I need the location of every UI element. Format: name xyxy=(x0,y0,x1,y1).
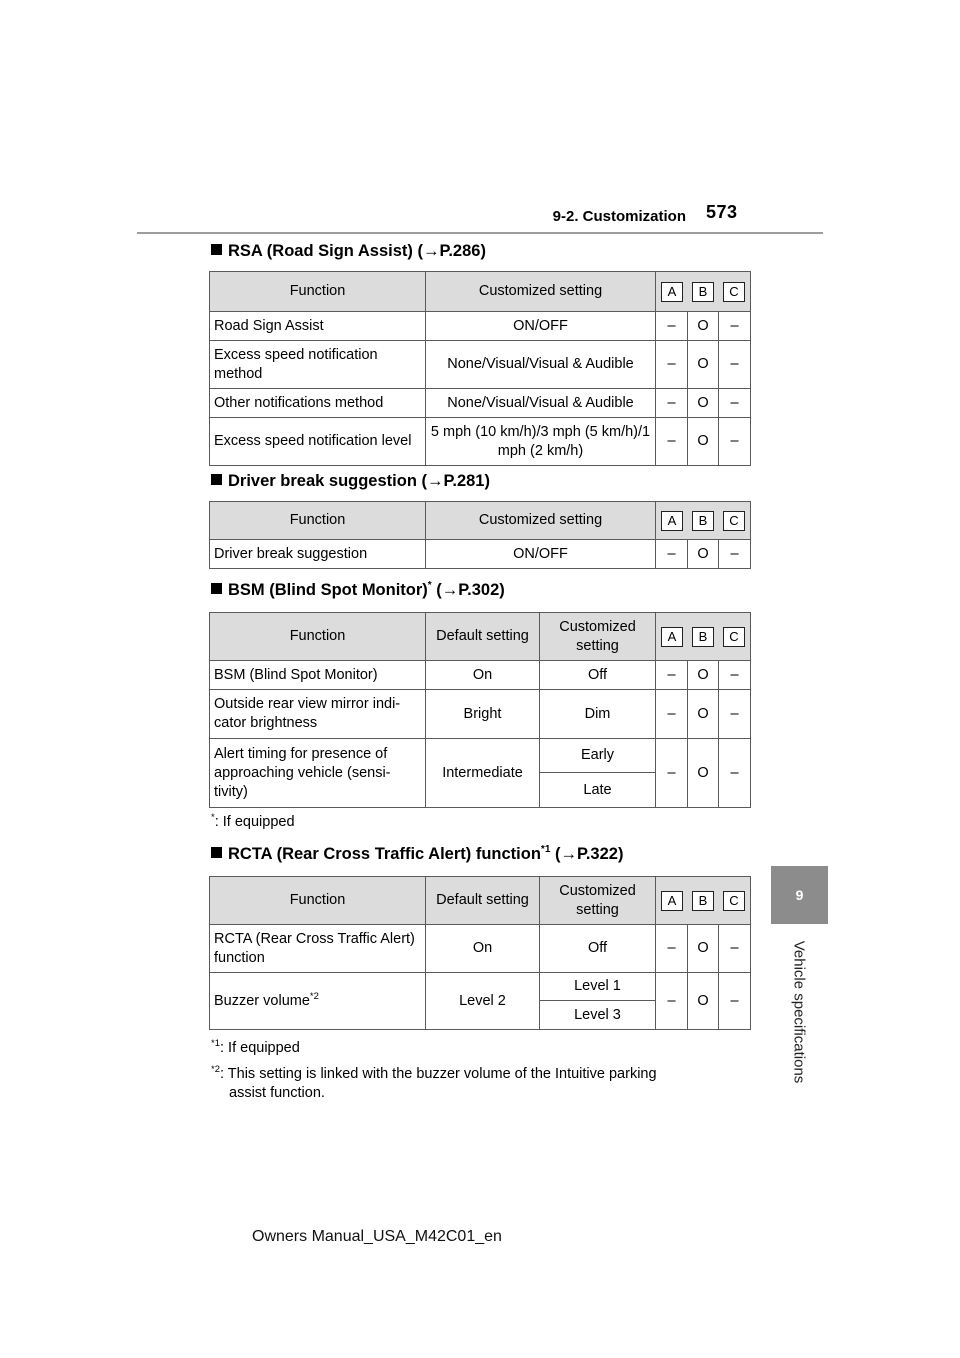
box-b-icon: B xyxy=(692,511,714,531)
box-b-icon: B xyxy=(692,282,714,302)
section-heading-rcta: RCTA (Rear Cross Traffic Alert) function$^{*1}$ (→P.322) xyxy=(211,845,623,864)
column-header-customized: Customized setting xyxy=(426,502,656,540)
column-header-customized: Customized setting xyxy=(540,613,656,661)
square-bullet-icon xyxy=(211,474,222,485)
chapter-tab[interactable] xyxy=(771,866,828,924)
abc-header xyxy=(656,272,751,312)
footnote-1: $^{*1}$: If equipped xyxy=(211,1038,300,1056)
abc-header xyxy=(656,502,751,540)
box-a-icon: A xyxy=(661,282,683,302)
section-heading-bsm: BSM (Blind Spot Monitor)* (→P.302) xyxy=(211,581,505,600)
table-row: BSM (Blind Spot Monitor) On Off – O – xyxy=(210,661,751,690)
box-a-icon: A xyxy=(661,891,683,911)
table-row: Alert timing for presence of approaching vehicle (sensi- tivity) Intermediate Early – O – xyxy=(210,739,751,773)
abc-header xyxy=(656,877,751,925)
box-c-icon: C xyxy=(723,282,745,302)
table-row: Outside rear view mirror indi- cator brightness Bright Dim – O – xyxy=(210,690,751,739)
square-bullet-icon xyxy=(211,847,222,858)
chapter-number: 9 xyxy=(795,887,804,903)
table-row: Excess speed notification method None/Visual/Visual & Audible – O – xyxy=(210,341,751,389)
section-title: 9-2. Customization xyxy=(552,208,686,225)
table-header-row xyxy=(210,877,751,925)
footnote-if-equipped: *: If equipped xyxy=(211,812,295,830)
column-header-function: Function xyxy=(210,272,426,312)
page-reference-link[interactable]: (→P.302) xyxy=(431,581,505,599)
column-header-function: Function xyxy=(210,502,426,540)
bsm-settings-table xyxy=(209,612,751,808)
box-c-icon: C xyxy=(723,891,745,911)
page-reference-link[interactable]: (→P.322) xyxy=(550,845,624,863)
footnote-2: $^{*2}$: This setting is linked with the buzzer volume of the Intuitive parking assist function. xyxy=(211,1064,657,1101)
column-header-customized: Customized setting xyxy=(540,877,656,925)
header-divider xyxy=(137,232,823,234)
column-header-function: Function xyxy=(210,877,426,925)
box-b-icon: B xyxy=(692,891,714,911)
square-bullet-icon xyxy=(211,244,222,255)
column-header-default: Default setting xyxy=(426,613,540,661)
column-header-customized: Customized setting xyxy=(426,272,656,312)
chapter-title: Vehicle specifications xyxy=(790,940,808,1084)
box-b-icon: B xyxy=(692,627,714,647)
rcta-settings-table xyxy=(209,876,751,1030)
table-row: Level 3 xyxy=(210,1001,751,1030)
abc-header xyxy=(656,613,751,661)
table-row: Late xyxy=(210,773,751,808)
driver-break-table xyxy=(209,501,751,569)
table-header-row xyxy=(210,272,751,312)
section-heading-driver-break: Driver break suggestion (→P.281) xyxy=(211,472,490,491)
column-header-default: Default setting xyxy=(426,877,540,925)
manual-footer: Owners Manual_USA_M42C01_en xyxy=(252,1228,502,1245)
table-header-row xyxy=(210,502,751,540)
section-heading-rsa: RSA (Road Sign Assist) (→P.286) xyxy=(211,242,486,261)
table-row: Driver break suggestion ON/OFF – O – xyxy=(210,540,751,569)
page-reference-link[interactable]: →P.281) xyxy=(426,472,490,490)
box-c-icon: C xyxy=(723,627,745,647)
box-a-icon: A xyxy=(661,511,683,531)
page-number: 573 xyxy=(706,202,738,222)
page-reference-link[interactable]: →P.286) xyxy=(422,242,486,260)
table-row: Other notifications method None/Visual/Visual & Audible – O – xyxy=(210,389,751,418)
table-header-row xyxy=(210,613,751,661)
square-bullet-icon xyxy=(211,583,222,594)
rsa-settings-table xyxy=(209,271,751,466)
table-row: Road Sign Assist ON/OFF – O – xyxy=(210,312,751,341)
table-row: RCTA (Rear Cross Traffic Alert) function On Off – O – xyxy=(210,925,751,973)
column-header-function: Function xyxy=(210,613,426,661)
table-row: Excess speed notification level 5 mph (10 km/h)/3 mph (5 km/h)/1 mph (2 km/h) – O – xyxy=(210,418,751,466)
box-c-icon: C xyxy=(723,511,745,531)
box-a-icon: A xyxy=(661,627,683,647)
table-row: Buzzer volume$^{*2}$ Level 2 Level 1 – O – xyxy=(210,973,751,1001)
